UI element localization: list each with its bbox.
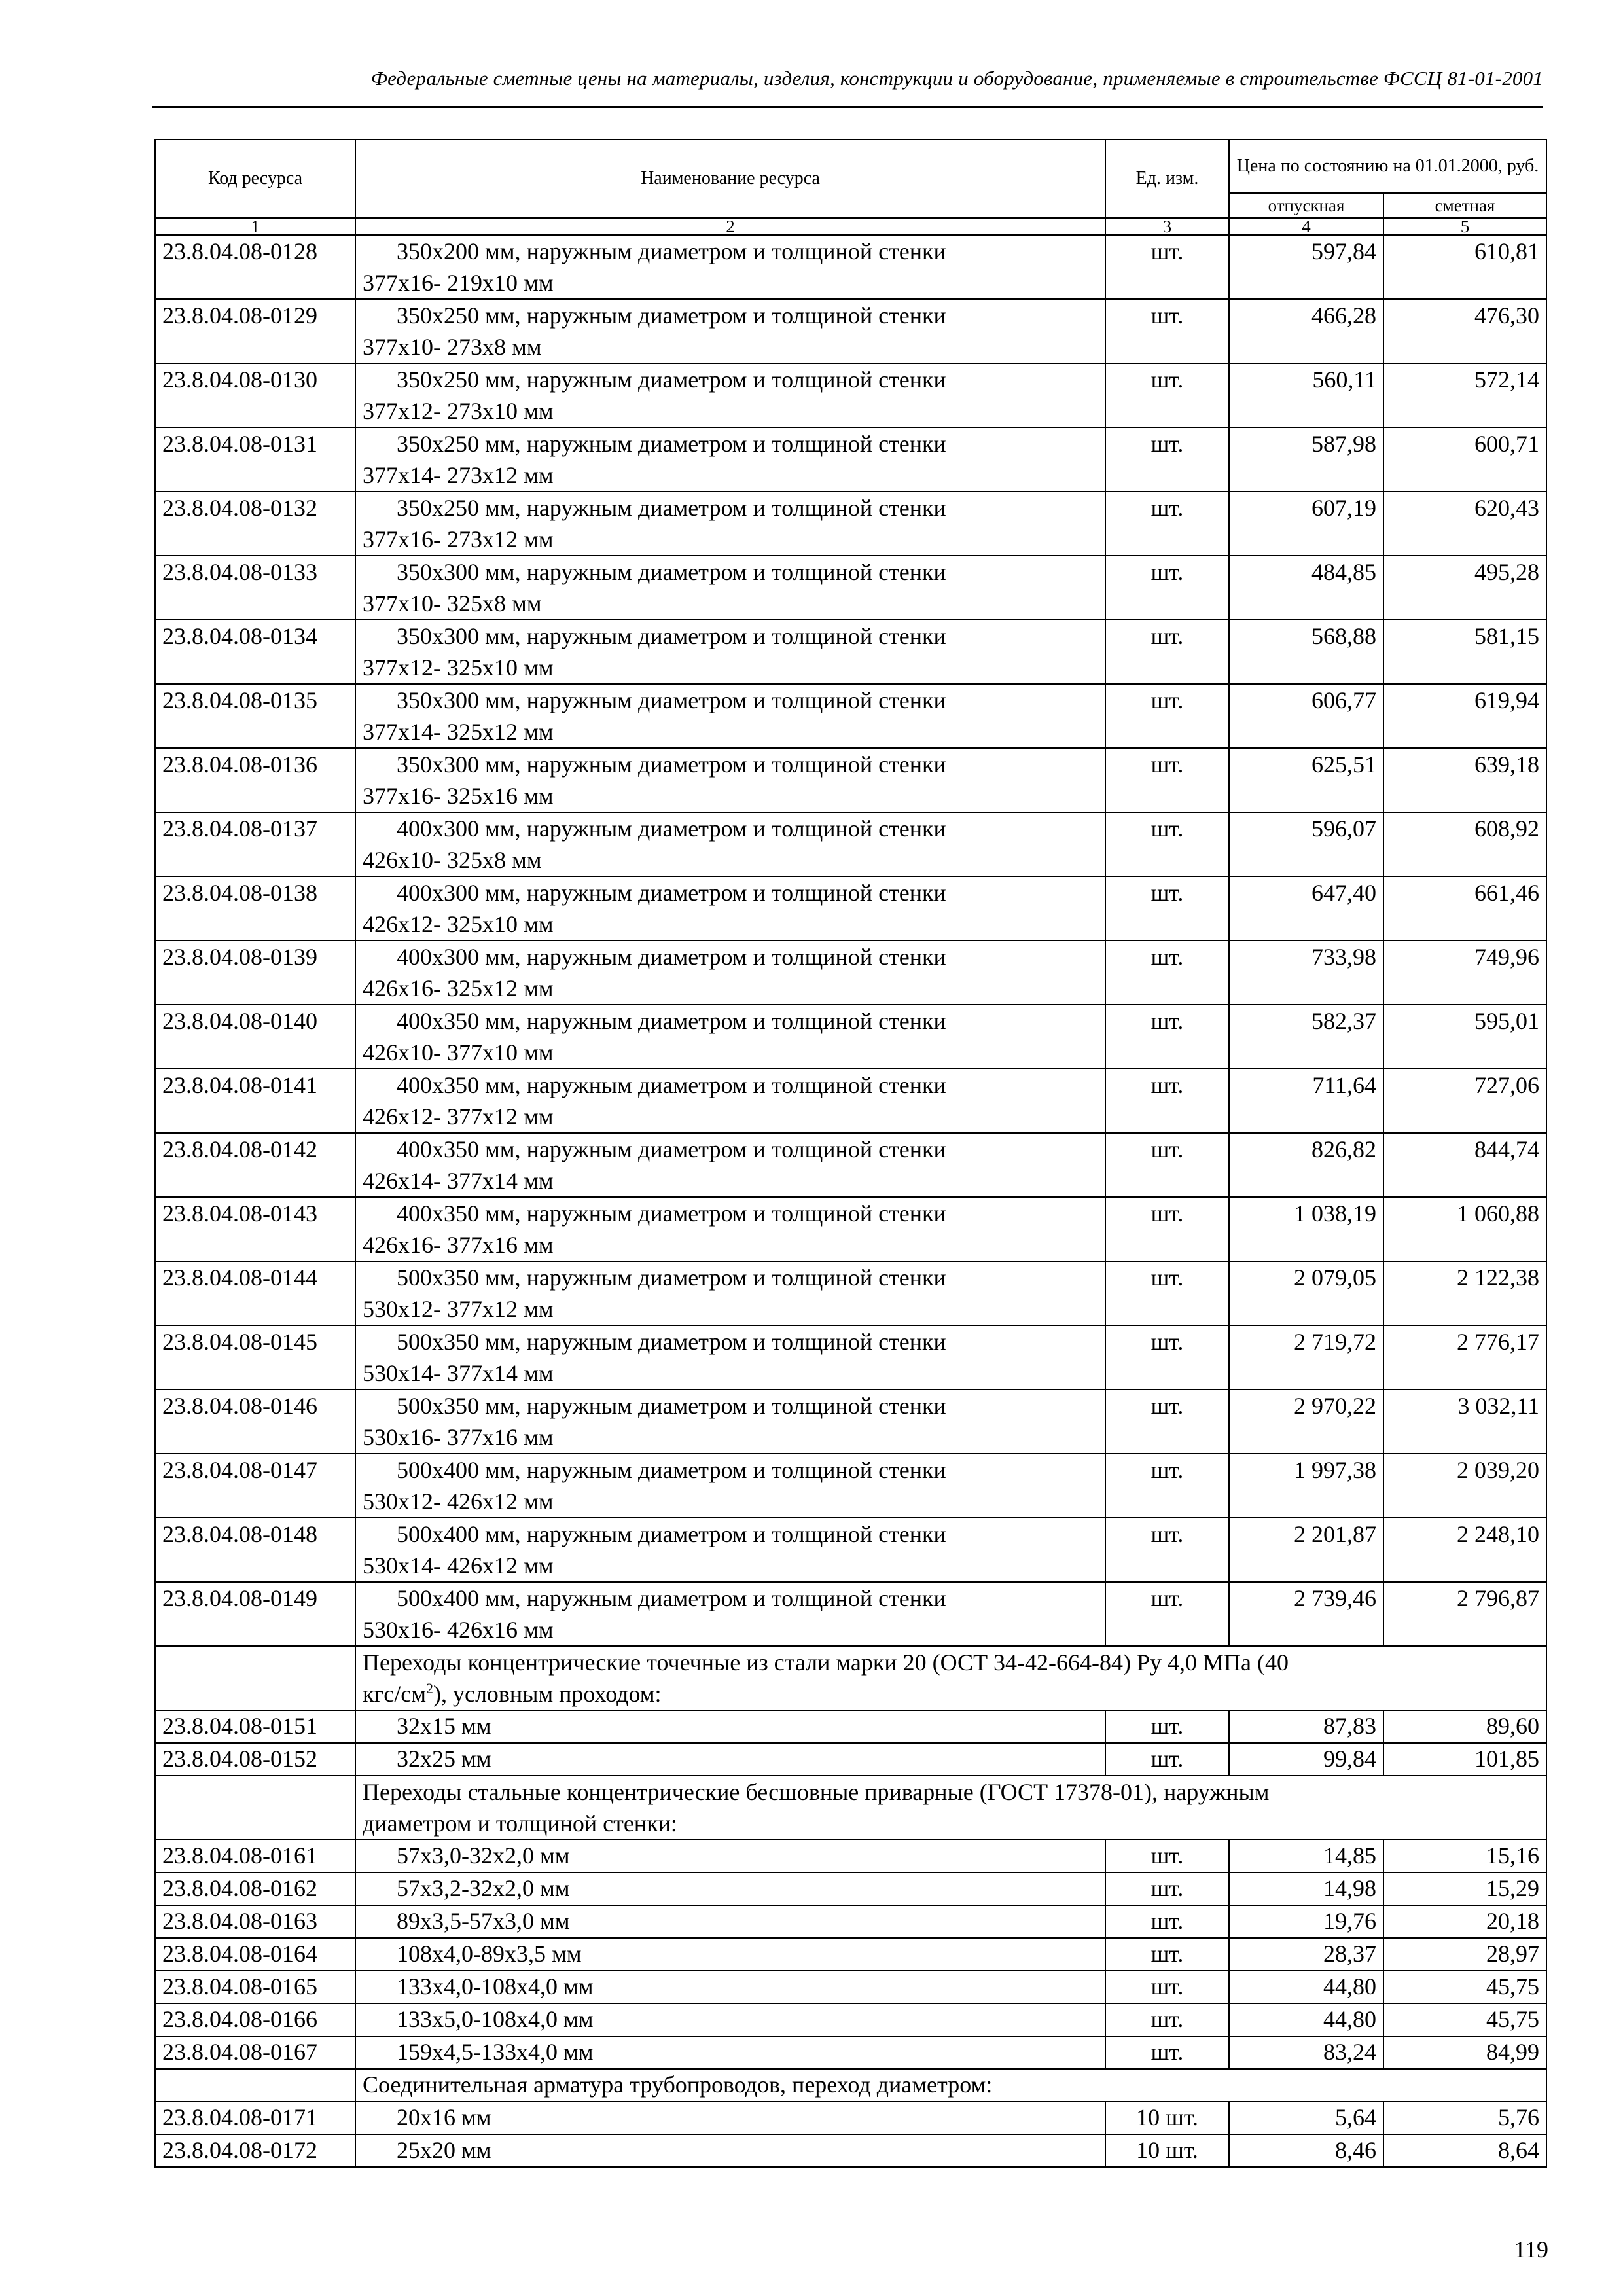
resource-name [355, 684, 1105, 748]
section-title-line2: диаметром и толщиной стенки: [363, 1810, 677, 1837]
release-price: 14,98 [1229, 1873, 1383, 1905]
resource-name-line1: 350x250 мм, наружным диаметром и толщиной стенки [397, 302, 946, 329]
table-row [155, 1971, 1546, 2003]
resource-code: 23.8.04.08-0140 [155, 1005, 355, 1069]
resource-name [355, 1133, 1105, 1197]
estimate-price: 581,15 [1383, 620, 1546, 684]
resource-code: 23.8.04.08-0138 [155, 876, 355, 941]
resource-name-line2: 530x14- 377x14 мм [363, 1360, 554, 1386]
resource-name-line2: 426x16- 325x12 мм [363, 975, 554, 1001]
resource-name-line2: 426x14- 377x14 мм [363, 1168, 554, 1194]
table-row [155, 1454, 1546, 1518]
resource-name [355, 1261, 1105, 1325]
resource-name-line1: 57x3,0-32x2,0 мм [397, 1842, 570, 1869]
resource-code: 23.8.04.08-0135 [155, 684, 355, 748]
unit-cell: шт. [1105, 876, 1229, 941]
release-price: 587,98 [1229, 427, 1383, 492]
resource-code: 23.8.04.08-0161 [155, 1840, 355, 1873]
resource-name-line1: 500x400 мм, наружным диаметром и толщиной стенки [397, 1585, 946, 1611]
table-row [155, 235, 1546, 299]
section-row [155, 1646, 1546, 1710]
release-price: 2 201,87 [1229, 1518, 1383, 1582]
resource-name [355, 620, 1105, 684]
release-price: 560,11 [1229, 363, 1383, 427]
resource-name-line2: 377x16- 325x16 мм [363, 783, 554, 809]
resource-code: 23.8.04.08-0162 [155, 1873, 355, 1905]
resource-name-line1: 400x350 мм, наружным диаметром и толщиной стенки [397, 1200, 946, 1227]
resource-name-line1: 400x350 мм, наружным диаметром и толщиной стенки [397, 1136, 946, 1162]
resource-name-line1: 500x350 мм, наружным диаметром и толщиной стенки [397, 1265, 946, 1291]
release-price: 44,80 [1229, 2003, 1383, 2036]
estimate-price: 619,94 [1383, 684, 1546, 748]
unit-cell: шт. [1105, 1454, 1229, 1518]
resource-name [355, 2134, 1105, 2167]
resource-code: 23.8.04.08-0128 [155, 235, 355, 299]
unit-cell: шт. [1105, 363, 1229, 427]
resource-name-line2: 377x12- 273x10 мм [363, 398, 554, 424]
release-price: 19,76 [1229, 1905, 1383, 1938]
resource-name-line2: 426x12- 325x10 мм [363, 911, 554, 937]
resource-code: 23.8.04.08-0133 [155, 556, 355, 620]
resource-name [355, 1518, 1105, 1582]
table-row [155, 1938, 1546, 1971]
resource-name [355, 556, 1105, 620]
table-row [155, 1905, 1546, 1938]
resource-name [355, 235, 1105, 299]
table-row [155, 1133, 1546, 1197]
estimate-price: 495,28 [1383, 556, 1546, 620]
estimate-price: 2 776,17 [1383, 1325, 1546, 1390]
release-price: 647,40 [1229, 876, 1383, 941]
unit-cell: шт. [1105, 299, 1229, 363]
unit-cell: 10 шт. [1105, 2134, 1229, 2167]
resource-code: 23.8.04.08-0130 [155, 363, 355, 427]
estimate-price: 2 122,38 [1383, 1261, 1546, 1325]
table-row [155, 1261, 1546, 1325]
resource-name-line1: 25x20 мм [397, 2137, 491, 2163]
resource-code: 23.8.04.08-0136 [155, 748, 355, 812]
table-row [155, 1005, 1546, 1069]
resource-name-line1: 500x350 мм, наружным диаметром и толщиной стенки [397, 1329, 946, 1355]
resource-code: 23.8.04.08-0151 [155, 1710, 355, 1743]
release-price: 5,64 [1229, 2102, 1383, 2134]
resource-name-line1: 350x300 мм, наружным диаметром и толщиной стенки [397, 559, 946, 585]
resource-code: 23.8.04.08-0171 [155, 2102, 355, 2134]
table-row [155, 1840, 1546, 1873]
resource-name-line2: 377x16- 219x10 мм [363, 270, 554, 296]
unit-cell: шт. [1105, 235, 1229, 299]
resource-code: 23.8.04.08-0172 [155, 2134, 355, 2167]
resource-name-line2: 377x14- 325x12 мм [363, 719, 554, 745]
estimate-price: 610,81 [1383, 235, 1546, 299]
resource-name [355, 427, 1105, 492]
resource-name-line1: 400x300 мм, наружным диаметром и толщиной стенки [397, 880, 946, 906]
section-title-line1: Переходы стальные концентрические бесшовные приварные (ГОСТ 17378-01), наружным [363, 1779, 1270, 1805]
resource-code: 23.8.04.08-0148 [155, 1518, 355, 1582]
resource-name-line2: 426x12- 377x12 мм [363, 1103, 554, 1130]
col-header-unit: Ед. изм. [1105, 139, 1229, 218]
table-row [155, 1390, 1546, 1454]
estimate-price: 2 796,87 [1383, 1582, 1546, 1646]
release-price: 625,51 [1229, 748, 1383, 812]
release-price: 606,77 [1229, 684, 1383, 748]
resource-name-line1: 500x350 мм, наружным диаметром и толщиной стенки [397, 1393, 946, 1419]
resource-name-line1: 32x25 мм [397, 1746, 491, 1772]
table-row [155, 1873, 1546, 1905]
unit-cell: шт. [1105, 556, 1229, 620]
release-price: 582,37 [1229, 1005, 1383, 1069]
estimate-price: 45,75 [1383, 1971, 1546, 2003]
col-header-code: Код ресурса [155, 139, 355, 218]
resource-name-line2: 377x16- 273x12 мм [363, 526, 554, 552]
section-row [155, 1776, 1546, 1840]
resource-name [355, 2102, 1105, 2134]
resource-name-line1: 159x4,5-133x4,0 мм [397, 2039, 594, 2065]
unit-cell: шт. [1105, 1325, 1229, 1390]
estimate-price: 639,18 [1383, 748, 1546, 812]
price-table [154, 139, 1547, 2168]
resource-name-line1: 350x300 мм, наружным диаметром и толщиной стенки [397, 751, 946, 778]
table-row [155, 941, 1546, 1005]
resource-name [355, 492, 1105, 556]
resource-code: 23.8.04.08-0129 [155, 299, 355, 363]
unit-cell: шт. [1105, 1133, 1229, 1197]
release-price: 28,37 [1229, 1938, 1383, 1971]
resource-name [355, 1938, 1105, 1971]
table-row [155, 684, 1546, 748]
resource-name-line1: 500x400 мм, наружным диаметром и толщиной стенки [397, 1457, 946, 1483]
table-row [155, 427, 1546, 492]
estimate-price: 476,30 [1383, 299, 1546, 363]
resource-name-line1: 89x3,5-57x3,0 мм [397, 1908, 570, 1934]
resource-name-line1: 108x4,0-89x3,5 мм [397, 1941, 582, 1967]
unit-cell: шт. [1105, 1743, 1229, 1776]
unit-cell: шт. [1105, 1582, 1229, 1646]
unit-cell: шт. [1105, 427, 1229, 492]
col-header-price-group: Цена по состоянию на 01.01.2000, руб. [1229, 139, 1546, 193]
resource-name-line1: 57x3,2-32x2,0 мм [397, 1875, 570, 1901]
resource-name [355, 812, 1105, 876]
resource-name-line1: 133x5,0-108x4,0 мм [397, 2006, 594, 2032]
resource-name [355, 748, 1105, 812]
table-row [155, 2003, 1546, 2036]
release-price: 1 997,38 [1229, 1454, 1383, 1518]
release-price: 466,28 [1229, 299, 1383, 363]
resource-name [355, 1710, 1105, 1743]
resource-name-line1: 350x300 мм, наружным диаметром и толщиной стенки [397, 623, 946, 649]
table-row [155, 1518, 1546, 1582]
table-row [155, 1743, 1546, 1776]
resource-code: 23.8.04.08-0134 [155, 620, 355, 684]
section-title-line2-post: ), условным проходом: [433, 1681, 662, 1707]
release-price: 597,84 [1229, 235, 1383, 299]
resource-name-line2: 530x16- 426x16 мм [363, 1617, 554, 1643]
release-price: 733,98 [1229, 941, 1383, 1005]
resource-name-line2: 530x16- 377x16 мм [363, 1424, 554, 1450]
resource-name [355, 941, 1105, 1005]
resource-name-line1: 133x4,0-108x4,0 мм [397, 1973, 594, 2000]
section-title-line1: Переходы концентрические точечные из стали марки 20 (ОСТ 34-42-664-84) Ру 4,0 МПа (40 [363, 1649, 1289, 1676]
resource-name-line2: 530x14- 426x12 мм [363, 1552, 554, 1579]
estimate-price: 620,43 [1383, 492, 1546, 556]
table-row [155, 1325, 1546, 1390]
estimate-price: 749,96 [1383, 941, 1546, 1005]
release-price: 1 038,19 [1229, 1197, 1383, 1261]
estimate-price: 15,29 [1383, 1873, 1546, 1905]
resource-code: 23.8.04.08-0143 [155, 1197, 355, 1261]
resource-name [355, 1873, 1105, 1905]
resource-name [355, 363, 1105, 427]
unit-cell: шт. [1105, 2003, 1229, 2036]
unit-cell: шт. [1105, 1518, 1229, 1582]
table-body [155, 235, 1546, 2167]
resource-name [355, 299, 1105, 363]
release-price: 83,24 [1229, 2036, 1383, 2069]
resource-name-line1: 350x250 мм, наружным диаметром и толщиной стенки [397, 431, 946, 457]
estimate-price: 2 039,20 [1383, 1454, 1546, 1518]
col-header-estimate: сметная [1383, 193, 1546, 218]
unit-cell: шт. [1105, 748, 1229, 812]
estimate-price: 8,64 [1383, 2134, 1546, 2167]
estimate-price: 572,14 [1383, 363, 1546, 427]
unit-cell: шт. [1105, 492, 1229, 556]
unit-cell: шт. [1105, 2036, 1229, 2069]
resource-name-line2: 377x10- 273x8 мм [363, 334, 542, 360]
resource-name-line1: 350x250 мм, наружным диаметром и толщиной стенки [397, 367, 946, 393]
page-number: 119 [1514, 2236, 1548, 2263]
resource-name [355, 1743, 1105, 1776]
release-price: 568,88 [1229, 620, 1383, 684]
estimate-price: 15,16 [1383, 1840, 1546, 1873]
resource-code: 23.8.04.08-0164 [155, 1938, 355, 1971]
estimate-price: 844,74 [1383, 1133, 1546, 1197]
estimate-price: 84,99 [1383, 2036, 1546, 2069]
release-price: 2 719,72 [1229, 1325, 1383, 1390]
resource-code: 23.8.04.08-0149 [155, 1582, 355, 1646]
resource-name-line1: 400x300 мм, наружным диаметром и толщиной стенки [397, 816, 946, 842]
resource-code: 23.8.04.08-0152 [155, 1743, 355, 1776]
table-row [155, 2134, 1546, 2167]
unit-cell: шт. [1105, 1873, 1229, 1905]
col-header-name: Наименование ресурса [355, 139, 1105, 218]
release-price: 44,80 [1229, 1971, 1383, 2003]
resource-code: 23.8.04.08-0165 [155, 1971, 355, 2003]
resource-name-line2: 426x10- 377x10 мм [363, 1039, 554, 1066]
column-numbers-row [155, 218, 1546, 235]
table-row [155, 1197, 1546, 1261]
unit-cell: 10 шт. [1105, 2102, 1229, 2134]
col-number: 3 [1105, 218, 1229, 235]
resource-name [355, 1069, 1105, 1133]
unit-cell: шт. [1105, 812, 1229, 876]
section-row [155, 2069, 1546, 2102]
resource-name [355, 1325, 1105, 1390]
release-price: 14,85 [1229, 1840, 1383, 1873]
table-row [155, 1069, 1546, 1133]
estimate-price: 595,01 [1383, 1005, 1546, 1069]
col-number: 4 [1229, 218, 1383, 235]
resource-code: 23.8.04.08-0142 [155, 1133, 355, 1197]
unit-cell: шт. [1105, 1197, 1229, 1261]
estimate-price: 661,46 [1383, 876, 1546, 941]
resource-code: 23.8.04.08-0131 [155, 427, 355, 492]
estimate-price: 727,06 [1383, 1069, 1546, 1133]
resource-name-line1: 32x15 мм [397, 1713, 491, 1739]
section-title [355, 2069, 1546, 2102]
resource-code: 23.8.04.08-0145 [155, 1325, 355, 1390]
resource-name [355, 1390, 1105, 1454]
section-code-empty [155, 1646, 355, 1710]
unit-cell: шт. [1105, 1710, 1229, 1743]
header-title: Федеральные сметные цены на материалы, изделия, конструкции и оборудование, применяемые в строительстве ФССЦ 81-01-2001 [370, 67, 1543, 90]
table-row [155, 299, 1546, 363]
page-header [152, 63, 1543, 108]
release-price: 2 739,46 [1229, 1582, 1383, 1646]
unit-cell: шт. [1105, 1971, 1229, 2003]
estimate-price: 3 032,11 [1383, 1390, 1546, 1454]
release-price: 826,82 [1229, 1133, 1383, 1197]
unit-cell: шт. [1105, 1905, 1229, 1938]
resource-code: 23.8.04.08-0141 [155, 1069, 355, 1133]
resource-code: 23.8.04.08-0163 [155, 1905, 355, 1938]
unit-cell: шт. [1105, 1840, 1229, 1873]
section-title-line2 [363, 1678, 1539, 1710]
release-price: 711,64 [1229, 1069, 1383, 1133]
resource-name-line2: 377x14- 273x12 мм [363, 462, 554, 488]
col-number: 5 [1383, 218, 1546, 235]
resource-name-line1: 400x300 мм, наружным диаметром и толщиной стенки [397, 944, 946, 970]
estimate-price: 1 060,88 [1383, 1197, 1546, 1261]
table-row [155, 1582, 1546, 1646]
resource-name-line1: 20x16 мм [397, 2104, 491, 2130]
resource-name-line2: 530x12- 377x12 мм [363, 1296, 554, 1322]
estimate-price: 45,75 [1383, 2003, 1546, 2036]
release-price: 607,19 [1229, 492, 1383, 556]
unit-cell: шт. [1105, 1390, 1229, 1454]
estimate-price: 89,60 [1383, 1710, 1546, 1743]
estimate-price: 20,18 [1383, 1905, 1546, 1938]
section-title [355, 1776, 1546, 1840]
release-price: 2 970,22 [1229, 1390, 1383, 1454]
estimate-price: 28,97 [1383, 1938, 1546, 1971]
unit-cell: шт. [1105, 1261, 1229, 1325]
release-price: 484,85 [1229, 556, 1383, 620]
resource-name-line2: 377x12- 325x10 мм [363, 655, 554, 681]
resource-code: 23.8.04.08-0147 [155, 1454, 355, 1518]
resource-name [355, 1005, 1105, 1069]
resource-name [355, 1905, 1105, 1938]
resource-name-line2: 426x16- 377x16 мм [363, 1232, 554, 1258]
release-price: 8,46 [1229, 2134, 1383, 2167]
resource-name [355, 1197, 1105, 1261]
table-row [155, 812, 1546, 876]
table-row [155, 876, 1546, 941]
unit-cell: шт. [1105, 1069, 1229, 1133]
release-price: 2 079,05 [1229, 1261, 1383, 1325]
resource-name-line1: 500x400 мм, наружным диаметром и толщиной стенки [397, 1521, 946, 1547]
resource-name [355, 1971, 1105, 2003]
table-row [155, 748, 1546, 812]
resource-code: 23.8.04.08-0167 [155, 2036, 355, 2069]
estimate-price: 2 248,10 [1383, 1518, 1546, 1582]
unit-cell: шт. [1105, 1938, 1229, 1971]
section-code-empty [155, 2069, 355, 2102]
resource-name [355, 2036, 1105, 2069]
resource-name-line1: 350x300 мм, наружным диаметром и толщиной стенки [397, 687, 946, 713]
release-price: 99,84 [1229, 1743, 1383, 1776]
section-title-superscript: 2 [426, 1680, 433, 1696]
resource-name [355, 1582, 1105, 1646]
table-row [155, 492, 1546, 556]
release-price: 87,83 [1229, 1710, 1383, 1743]
resource-name [355, 876, 1105, 941]
unit-cell: шт. [1105, 684, 1229, 748]
table-row [155, 1710, 1546, 1743]
resource-name-line2: 377x10- 325x8 мм [363, 590, 542, 617]
resource-name-line1: 350x200 мм, наружным диаметром и толщиной стенки [397, 238, 946, 264]
resource-code: 23.8.04.08-0166 [155, 2003, 355, 2036]
section-title [355, 1646, 1546, 1710]
col-number: 2 [355, 218, 1105, 235]
resource-code: 23.8.04.08-0137 [155, 812, 355, 876]
section-code-empty [155, 1776, 355, 1840]
table-row [155, 620, 1546, 684]
section-title-line1: Соединительная арматура трубопроводов, переход диаметром: [363, 2072, 993, 2098]
table-row [155, 2102, 1546, 2134]
unit-cell: шт. [1105, 941, 1229, 1005]
estimate-price: 101,85 [1383, 1743, 1546, 1776]
resource-name-line1: 400x350 мм, наружным диаметром и толщиной стенки [397, 1072, 946, 1098]
resource-name-line2: 530x12- 426x12 мм [363, 1488, 554, 1515]
resource-code: 23.8.04.08-0146 [155, 1390, 355, 1454]
unit-cell: шт. [1105, 1005, 1229, 1069]
resource-code: 23.8.04.08-0132 [155, 492, 355, 556]
table-row [155, 363, 1546, 427]
col-number: 1 [155, 218, 355, 235]
release-price: 596,07 [1229, 812, 1383, 876]
resource-code: 23.8.04.08-0144 [155, 1261, 355, 1325]
estimate-price: 608,92 [1383, 812, 1546, 876]
resource-name [355, 1454, 1105, 1518]
resource-name-line2: 426x10- 325x8 мм [363, 847, 542, 873]
resource-name-line1: 350x250 мм, наружным диаметром и толщиной стенки [397, 495, 946, 521]
section-title-line2-pre: кгс/см [363, 1681, 426, 1707]
resource-code: 23.8.04.08-0139 [155, 941, 355, 1005]
resource-name [355, 1840, 1105, 1873]
resource-name [355, 2003, 1105, 2036]
unit-cell: шт. [1105, 620, 1229, 684]
col-header-release: отпускная [1229, 193, 1383, 218]
table-row [155, 2036, 1546, 2069]
table-row [155, 556, 1546, 620]
estimate-price: 600,71 [1383, 427, 1546, 492]
estimate-price: 5,76 [1383, 2102, 1546, 2134]
resource-name-line1: 400x350 мм, наружным диаметром и толщиной стенки [397, 1008, 946, 1034]
